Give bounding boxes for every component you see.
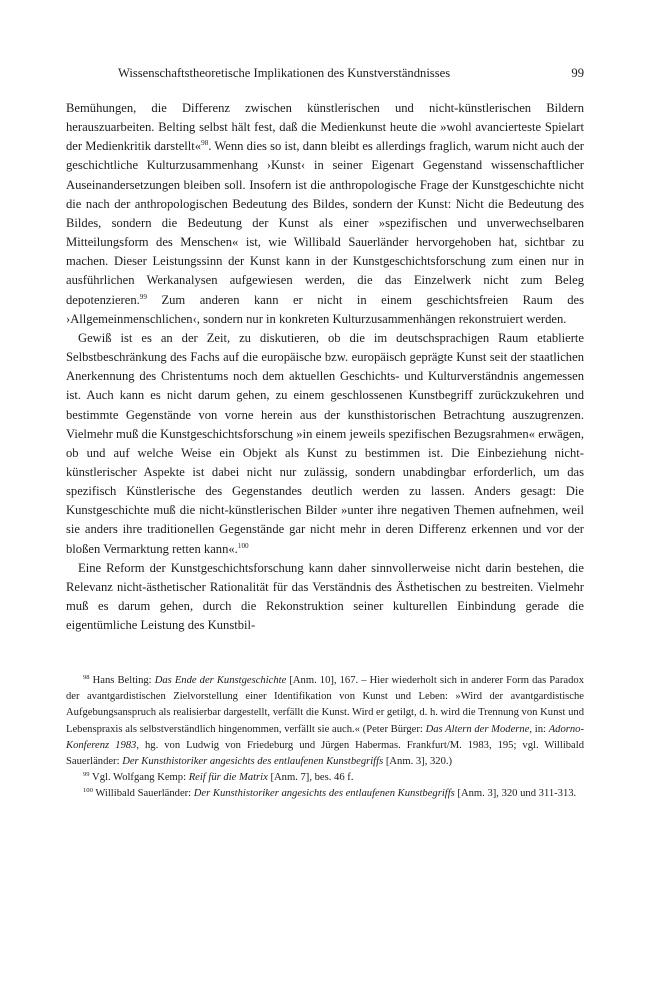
footnote-text: [Anm. 10], 167. – Hier wiederholt sich in anderer Form das Paradox der avantgardistischen Zielvorstellung einer Identifikation von Kunst und Leben: »Wird der avantgardistische Aufgebungsanspruch als realisierbar dargestellt, verfällt die Kunst. Wird er getilgt, d. h. wird die Trennung von Kunst und Lebenspraxis als selbstverständlich hingenommen, verfällt sie auch.« (Peter Bürger: <box>66 675 585 735</box>
footnote-99 <box>66 770 584 786</box>
footnote-title: Der Kunsthistoriker angesichts des entlaufenen Kunstbegriffs <box>122 756 384 768</box>
footnote-text: Vgl. Wolfgang Kemp: <box>89 772 189 784</box>
footnote-number: 99 <box>83 771 90 779</box>
body-paragraph-1 <box>66 99 584 329</box>
footnote-text: [Anm. 3], 320 und 311-313. <box>454 788 577 800</box>
body-paragraph-3 <box>66 559 584 636</box>
footnote-text: [Anm. 3], 320.) <box>383 756 453 768</box>
footnote-number: 98 <box>83 674 90 681</box>
footnote-ref-100: 100 <box>237 541 249 550</box>
body-paragraph-2 <box>66 329 584 559</box>
running-header <box>66 66 584 84</box>
footnote-number: 100 <box>83 787 93 795</box>
footnote-title: Adorno-Konferenz 1983 <box>66 723 584 751</box>
footnote-100 <box>66 786 584 802</box>
body-text-run: Gewiß ist es an der Zeit, zu diskutieren, ob die im deutschsprachigen Raum etablierte Selbstbeschränkung des Fachs auf die europäische bzw. europäisch geprägte Kunst seit der staatlichen Anerkennung des Christentums noch dem aktuellen Geschichts- und Kulturverständnis angemessen ist. Auch kann es nicht darum gehen, zu einem geschlossenen Kunstbegriff zurückzukehren und bestimmte Gegenstände von vorne herein aus der kunsthistorischen Betrachtung auszugrenzen. Vielmehr muß die Kunstgeschichtsforschung »in einem jeweils spezifischen Bezugsrahmen« erwägen, ob und auf welche Weise ein Objekt als Kunst zu bestimmen ist. Die Einbeziehung nicht-künstlerischer Aspekte ist dabei nicht nur zulässig, sondern unabdingbar erforderlich, um das spezifisch Künstlerische des Gegenstandes deutlich werden zu lassen. Anders gesagt: Die Kunstgeschichte muß die nicht-künstlerischen Bilder »unter ihre negativen Themen aufnehmen, weil sie anders ihre traditionellen Gegenstände gar nicht mehr in deren Differenz erkennen und vor der bloßen Vermarktung retten kann«. <box>66 330 584 556</box>
footnote-title: Das Altern der Moderne <box>425 723 530 735</box>
footnote-title: Der Kunsthistoriker angesichts des entlaufenen Kunstbegriffs <box>193 788 455 800</box>
footnote-title: Das Ende der Kunstgeschichte <box>154 675 287 686</box>
body-text-run: Eine Reform der Kunstgeschichtsforschung kann daher sinnvollerweise nicht darin bestehen, die Relevanz nicht-ästhetischer Rationalität für das Verständnis des Ästhetischen zu bestreiten. Vielmehr muß es darum gehen, durch die Rekonstruktion seiner kulturellen Einbindung gerade die eigentümliche Leistung des Kunstbil- <box>66 560 584 633</box>
footnote-text: , in: <box>529 723 549 735</box>
footnote-text: [Anm. 7], bes. 46 f. <box>267 772 354 784</box>
footnote-text: , hg. von Ludwig von Friedeburg und Jürgen Habermas. Frankfurt/M. 1983, 195; vgl. Willibald Sauerländer: <box>66 739 584 768</box>
footnote-ref-98: 98 <box>201 139 209 148</box>
footnotes <box>66 673 584 803</box>
body-text-run: Zum anderen kann er nicht in einem geschichtsfreien Raum des ›Allgemeinmenschlichen‹, sondern nur in konkreten Kulturzusammenhängen rekonstruiert werden. <box>66 292 584 326</box>
running-header-title: Wissenschaftstheoretische Implikationen des Kunstverständnisses <box>118 66 451 80</box>
footnote-text: Willibald Sauerländer: <box>92 788 194 800</box>
body-text-run: . Wenn dies so ist, dann bleibt es allerdings fraglich, warum nicht auch der geschichtliche Kulturzusammenhang ›Kunst‹ in seiner Eigenart Gegenstand wissenschaftlicher Auseinandersetzungen bleiben soll. Insofern ist die anthropologische Frage der Kunstgeschichte nicht die nach der anthropologischen Bedeutung des Bildes, sondern der Kunst: Nicht die Bedeutung des Bildes, sondern die Bedeutung der Kunst als einer »spezifischen und unverwechselbaren Mitteilungsform des Menschen« ist, wie Willibald Sauerländer hervorgehoben hat, sichtbar zu machen. Dieser Leistungssinn der Kunst kann in der Kunstgeschichtsforschung zum einen nur in ausführlichen Werkanalysen aufgewiesen werden, die das Einzelwerk nicht zum Beleg depotenzieren. <box>66 139 584 307</box>
footnote-98 <box>66 673 584 770</box>
page-number: 99 <box>571 66 584 80</box>
footnote-ref-99: 99 <box>139 292 147 301</box>
footnote-title: Reif für die Matrix <box>188 772 268 784</box>
body-text-run: Bemühungen, die Differenz zwischen künstlerischen und nicht-künstlerischen Bildern herauszuarbeiten. Belting selbst hält fest, daß die Medienkunst heute die »wohl avancierteste Spielart der Medienkritik darstellt« <box>66 101 584 154</box>
body-text <box>66 99 584 635</box>
footnote-text: Hans Belting: <box>89 675 155 686</box>
